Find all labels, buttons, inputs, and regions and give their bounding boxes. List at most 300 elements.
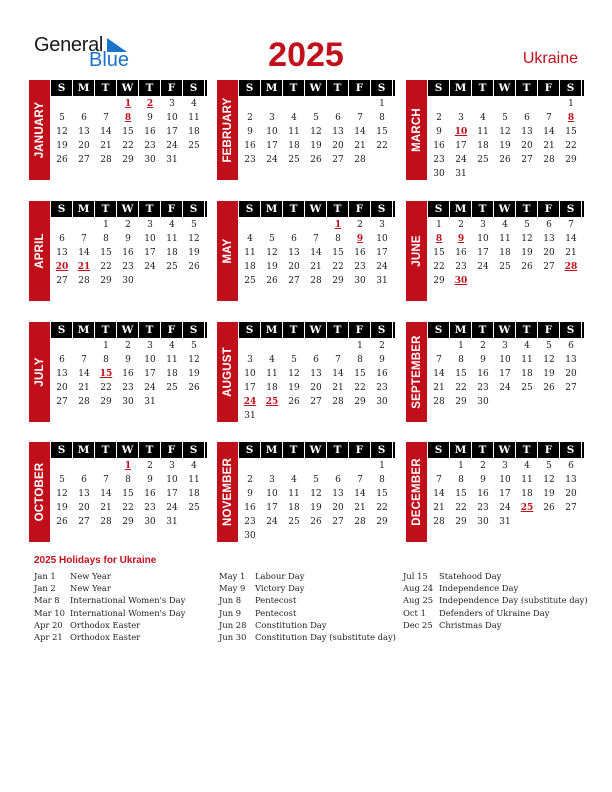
weekday-label: S bbox=[560, 201, 582, 217]
weekday-label: S bbox=[239, 201, 261, 217]
day-cell: 22 bbox=[376, 141, 388, 151]
weekday-label: S bbox=[371, 442, 393, 458]
day-cell: 15 bbox=[455, 489, 467, 499]
day-cell: 31 bbox=[244, 411, 256, 421]
weekday-label: S bbox=[51, 442, 73, 458]
day-cell: 18 bbox=[166, 369, 178, 379]
day-cell: 15 bbox=[100, 248, 112, 258]
day-cell: 4 bbox=[191, 461, 197, 471]
day-cell: 22 bbox=[565, 141, 577, 151]
weekday-label: T bbox=[516, 442, 538, 458]
day-cell: 13 bbox=[56, 369, 68, 379]
day-cell: 19 bbox=[188, 248, 200, 258]
day-cell: 6 bbox=[313, 355, 319, 365]
day-cell: 16 bbox=[144, 489, 156, 499]
day-cell: 29 bbox=[122, 155, 134, 165]
day-cell: 15 bbox=[354, 369, 366, 379]
day-cell: 27 bbox=[288, 276, 300, 286]
day-cell: 7 bbox=[313, 234, 319, 244]
month-name: JUNE bbox=[410, 235, 423, 267]
day-cell: 20 bbox=[521, 141, 533, 151]
day-cell: 2 bbox=[480, 341, 486, 351]
day-cell: 18 bbox=[188, 127, 200, 137]
day-cell: 6 bbox=[59, 234, 65, 244]
day-cell: 24 bbox=[376, 262, 388, 272]
day-cell: 13 bbox=[78, 489, 90, 499]
day-cell: 1 bbox=[458, 341, 464, 351]
month-name-band bbox=[406, 322, 427, 422]
day-cell: 3 bbox=[480, 220, 486, 230]
day-cell: 28 bbox=[78, 397, 90, 407]
weekday-label: S bbox=[51, 80, 73, 96]
weekday-label: T bbox=[283, 442, 305, 458]
weekday-label: S bbox=[560, 322, 582, 338]
day-cell: 17 bbox=[166, 127, 178, 137]
weekday-label: T bbox=[95, 442, 117, 458]
day-cell: 29 bbox=[565, 155, 577, 165]
holiday-name: Orthodox Easter bbox=[70, 632, 141, 642]
day-cell: 1 bbox=[436, 220, 442, 230]
day-cell: 17 bbox=[477, 248, 489, 258]
weekday-label: M bbox=[261, 201, 283, 217]
day-cell: 28 bbox=[78, 276, 90, 286]
weekday-label: F bbox=[349, 80, 371, 96]
weekday-label: S bbox=[428, 322, 450, 338]
month-march bbox=[406, 80, 584, 180]
day-cell: 9 bbox=[125, 355, 131, 365]
day-cell: 30 bbox=[477, 397, 489, 407]
day-cell: 27 bbox=[332, 517, 344, 527]
day-cell: 30 bbox=[144, 155, 156, 165]
weekday-label: S bbox=[428, 201, 450, 217]
day-cell: 28 bbox=[354, 155, 366, 165]
day-cell: 25 bbox=[244, 276, 256, 286]
day-cell: 23 bbox=[477, 383, 489, 393]
day-cell: 10 bbox=[266, 489, 278, 499]
weekday-label: W bbox=[305, 442, 327, 458]
weekday-label: M bbox=[261, 80, 283, 96]
day-cell: 10 bbox=[499, 475, 511, 485]
holiday-day-cell: 25 bbox=[265, 397, 279, 407]
day-cell: 15 bbox=[376, 489, 388, 499]
day-cell: 10 bbox=[144, 355, 156, 365]
holiday-date: Mar 8 bbox=[34, 595, 60, 606]
day-cell: 17 bbox=[499, 489, 511, 499]
day-cell: 12 bbox=[543, 475, 555, 485]
country-name: Ukraine bbox=[522, 50, 578, 67]
day-cell: 31 bbox=[376, 276, 388, 286]
day-cell: 12 bbox=[288, 369, 300, 379]
day-cell: 26 bbox=[543, 503, 555, 513]
day-cell: 22 bbox=[354, 383, 366, 393]
weekday-label: T bbox=[283, 201, 305, 217]
day-cell: 4 bbox=[480, 113, 486, 123]
day-cell: 17 bbox=[144, 248, 156, 258]
weekday-label: T bbox=[139, 442, 161, 458]
weekday-label: S bbox=[428, 442, 450, 458]
day-cell: 14 bbox=[354, 489, 366, 499]
weekday-label: W bbox=[494, 322, 516, 338]
month-name-band bbox=[217, 201, 238, 301]
day-cell: 1 bbox=[379, 99, 385, 109]
weekday-label: W bbox=[494, 80, 516, 96]
day-cell: 25 bbox=[521, 383, 533, 393]
day-cell: 6 bbox=[335, 113, 341, 123]
weekday-label: T bbox=[327, 201, 349, 217]
weekday-label: F bbox=[538, 322, 560, 338]
day-cell: 15 bbox=[433, 248, 445, 258]
holiday-day-cell: 8 bbox=[567, 113, 575, 123]
day-cell: 23 bbox=[144, 141, 156, 151]
holiday-date: May 1 bbox=[219, 571, 246, 581]
month-october bbox=[29, 442, 207, 542]
day-cell: 30 bbox=[376, 397, 388, 407]
day-cell: 27 bbox=[56, 276, 68, 286]
day-cell: 17 bbox=[499, 369, 511, 379]
day-cell: 27 bbox=[565, 383, 577, 393]
weekday-label: F bbox=[161, 201, 183, 217]
weekday-label: F bbox=[349, 322, 371, 338]
day-cell: 3 bbox=[247, 355, 253, 365]
day-cell: 31 bbox=[499, 517, 511, 527]
day-cell: 14 bbox=[332, 369, 344, 379]
day-cell: 26 bbox=[310, 155, 322, 165]
day-cell: 15 bbox=[122, 127, 134, 137]
day-cell: 5 bbox=[546, 341, 552, 351]
day-cell: 2 bbox=[247, 113, 253, 123]
day-cell: 22 bbox=[332, 262, 344, 272]
day-cell: 17 bbox=[455, 141, 467, 151]
day-cell: 24 bbox=[266, 517, 278, 527]
day-cell: 4 bbox=[169, 220, 175, 230]
weekday-label: T bbox=[95, 201, 117, 217]
day-cell: 18 bbox=[266, 383, 278, 393]
weekday-label: T bbox=[327, 80, 349, 96]
holidays-title: 2025 Holidays for Ukraine bbox=[34, 555, 157, 566]
day-cell: 2 bbox=[147, 461, 153, 471]
day-cell: 9 bbox=[436, 127, 442, 137]
holiday-name: Orthodox Easter bbox=[70, 619, 141, 630]
day-cell: 21 bbox=[433, 503, 445, 513]
day-cell: 23 bbox=[244, 517, 256, 527]
day-cell: 24 bbox=[499, 383, 511, 393]
holiday-name: New Year bbox=[70, 571, 111, 581]
day-cell: 16 bbox=[376, 369, 388, 379]
day-cell: 9 bbox=[247, 489, 253, 499]
day-cell: 25 bbox=[499, 262, 511, 272]
weekday-label: T bbox=[472, 322, 494, 338]
day-cell: 28 bbox=[100, 517, 112, 527]
day-cell: 22 bbox=[122, 141, 134, 151]
holiday-name: Pentecost bbox=[255, 595, 297, 606]
weekday-label: T bbox=[472, 201, 494, 217]
holiday-date: Jun 28 bbox=[219, 619, 247, 630]
day-cell: 9 bbox=[147, 475, 153, 485]
day-cell: 21 bbox=[100, 141, 112, 151]
weekday-label: W bbox=[117, 80, 139, 96]
day-cell: 6 bbox=[546, 220, 552, 230]
holiday-day-cell: 15 bbox=[99, 369, 113, 379]
month-name-band bbox=[29, 201, 50, 301]
day-cell: 23 bbox=[376, 383, 388, 393]
day-cell: 28 bbox=[433, 517, 445, 527]
day-cell: 16 bbox=[244, 503, 256, 513]
weekday-label: M bbox=[450, 442, 472, 458]
day-cell: 17 bbox=[266, 141, 278, 151]
holiday-day-cell: 2 bbox=[146, 99, 154, 109]
day-cell: 5 bbox=[502, 113, 508, 123]
day-cell: 10 bbox=[166, 475, 178, 485]
day-cell: 21 bbox=[332, 383, 344, 393]
day-cell: 6 bbox=[568, 461, 574, 471]
holiday-date: Jul 15 bbox=[403, 571, 428, 581]
day-cell: 19 bbox=[288, 383, 300, 393]
day-cell: 17 bbox=[244, 383, 256, 393]
day-cell: 3 bbox=[502, 461, 508, 471]
day-cell: 6 bbox=[335, 475, 341, 485]
weekday-label: S bbox=[51, 201, 73, 217]
day-cell: 19 bbox=[499, 141, 511, 151]
day-cell: 12 bbox=[56, 489, 68, 499]
holiday-name: International Women's Day bbox=[70, 595, 186, 606]
weekday-label: W bbox=[494, 201, 516, 217]
weekday-label: M bbox=[73, 80, 95, 96]
holiday-date: Jan 2 bbox=[34, 583, 56, 594]
day-cell: 8 bbox=[379, 475, 385, 485]
holiday-day-cell: 21 bbox=[77, 262, 91, 272]
weekday-label: M bbox=[73, 322, 95, 338]
day-cell: 3 bbox=[458, 113, 464, 123]
day-cell: 20 bbox=[543, 248, 555, 258]
weekday-label: T bbox=[139, 201, 161, 217]
holiday-name: Independence Day (substitute day) bbox=[439, 595, 588, 606]
weekday-label: T bbox=[139, 80, 161, 96]
day-cell: 21 bbox=[354, 503, 366, 513]
day-cell: 10 bbox=[477, 234, 489, 244]
day-cell: 24 bbox=[166, 141, 178, 151]
day-cell: 10 bbox=[266, 127, 278, 137]
month-april bbox=[29, 201, 207, 301]
day-cell: 27 bbox=[332, 155, 344, 165]
day-cell: 3 bbox=[379, 220, 385, 230]
day-cell: 3 bbox=[147, 220, 153, 230]
holiday-name: Labour Day bbox=[255, 571, 305, 581]
month-july bbox=[29, 322, 207, 422]
weekday-label: T bbox=[472, 442, 494, 458]
day-cell: 29 bbox=[122, 517, 134, 527]
day-cell: 2 bbox=[458, 220, 464, 230]
day-cell: 4 bbox=[269, 355, 275, 365]
day-cell: 6 bbox=[81, 475, 87, 485]
day-cell: 3 bbox=[502, 341, 508, 351]
day-cell: 13 bbox=[288, 248, 300, 258]
weekday-label: W bbox=[494, 442, 516, 458]
day-cell: 19 bbox=[56, 503, 68, 513]
holiday-day-cell: 24 bbox=[243, 397, 257, 407]
day-cell: 20 bbox=[310, 383, 322, 393]
weekday-header bbox=[428, 322, 584, 338]
holiday-name: Constitution Day (substitute day) bbox=[255, 632, 396, 642]
weekday-header bbox=[51, 80, 207, 96]
weekday-label: T bbox=[516, 80, 538, 96]
holiday-date: Jun 8 bbox=[219, 595, 242, 606]
day-cell: 23 bbox=[122, 262, 134, 272]
day-cell: 5 bbox=[59, 475, 65, 485]
day-cell: 16 bbox=[122, 369, 134, 379]
day-cell: 29 bbox=[455, 517, 467, 527]
day-cell: 31 bbox=[166, 517, 178, 527]
holiday-date: May 9 bbox=[219, 583, 246, 594]
day-cell: 21 bbox=[565, 248, 577, 258]
day-cell: 13 bbox=[565, 475, 577, 485]
day-cell: 12 bbox=[543, 355, 555, 365]
day-cell: 16 bbox=[144, 127, 156, 137]
weekday-label: F bbox=[538, 442, 560, 458]
month-june bbox=[406, 201, 584, 301]
holiday-date: Mar 10 bbox=[34, 607, 65, 618]
month-name: APRIL bbox=[33, 233, 46, 269]
month-name-band bbox=[406, 442, 427, 542]
month-name-band bbox=[406, 80, 427, 180]
day-cell: 27 bbox=[565, 503, 577, 513]
day-cell: 2 bbox=[357, 220, 363, 230]
day-cell: 20 bbox=[565, 369, 577, 379]
day-cell: 14 bbox=[565, 234, 577, 244]
day-cell: 30 bbox=[122, 397, 134, 407]
weekday-header bbox=[51, 322, 207, 338]
month-name: JULY bbox=[33, 357, 46, 387]
day-cell: 22 bbox=[455, 503, 467, 513]
day-cell: 26 bbox=[56, 517, 68, 527]
day-cell: 23 bbox=[144, 503, 156, 513]
weekday-label: S bbox=[239, 322, 261, 338]
month-may bbox=[217, 201, 395, 301]
day-cell: 28 bbox=[543, 155, 555, 165]
month-february bbox=[217, 80, 395, 180]
day-cell: 13 bbox=[310, 369, 322, 379]
day-cell: 11 bbox=[521, 355, 533, 365]
day-cell: 14 bbox=[100, 127, 112, 137]
weekday-label: S bbox=[183, 322, 205, 338]
day-cell: 18 bbox=[244, 262, 256, 272]
day-cell: 1 bbox=[357, 341, 363, 351]
day-cell: 23 bbox=[244, 155, 256, 165]
day-cell: 27 bbox=[543, 262, 555, 272]
day-cell: 6 bbox=[291, 234, 297, 244]
month-name-band bbox=[29, 80, 50, 180]
day-cell: 23 bbox=[122, 383, 134, 393]
day-cell: 7 bbox=[81, 234, 87, 244]
weekday-label: T bbox=[95, 80, 117, 96]
day-cell: 4 bbox=[524, 341, 530, 351]
day-cell: 11 bbox=[477, 127, 489, 137]
day-cell: 11 bbox=[166, 355, 178, 365]
day-cell: 2 bbox=[379, 341, 385, 351]
day-cell: 5 bbox=[59, 113, 65, 123]
day-cell: 20 bbox=[56, 383, 68, 393]
weekday-label: W bbox=[305, 322, 327, 338]
day-cell: 16 bbox=[244, 141, 256, 151]
weekday-label: M bbox=[450, 322, 472, 338]
day-cell: 6 bbox=[524, 113, 530, 123]
day-cell: 4 bbox=[524, 461, 530, 471]
day-cell: 15 bbox=[455, 369, 467, 379]
month-name-band bbox=[29, 442, 50, 542]
weekday-label: W bbox=[117, 442, 139, 458]
day-cell: 19 bbox=[310, 141, 322, 151]
day-cell: 31 bbox=[455, 169, 467, 179]
day-cell: 18 bbox=[166, 248, 178, 258]
weekday-label: M bbox=[73, 442, 95, 458]
month-november bbox=[217, 442, 395, 542]
holiday-day-cell: 10 bbox=[454, 127, 468, 137]
weekday-label: S bbox=[183, 80, 205, 96]
day-cell: 25 bbox=[188, 141, 200, 151]
day-cell: 8 bbox=[357, 355, 363, 365]
day-cell: 16 bbox=[354, 248, 366, 258]
day-cell: 12 bbox=[56, 127, 68, 137]
day-cell: 7 bbox=[546, 113, 552, 123]
day-cell: 5 bbox=[269, 234, 275, 244]
day-cell: 14 bbox=[78, 369, 90, 379]
holiday-date: Apr 21 bbox=[34, 632, 63, 642]
day-cell: 27 bbox=[521, 155, 533, 165]
month-name-band bbox=[217, 442, 238, 542]
day-cell: 24 bbox=[166, 503, 178, 513]
holiday-date: Jan 1 bbox=[34, 571, 56, 581]
day-cell: 14 bbox=[433, 489, 445, 499]
day-cell: 13 bbox=[78, 127, 90, 137]
day-cell: 13 bbox=[565, 355, 577, 365]
weekday-label: S bbox=[428, 80, 450, 96]
weekday-label: W bbox=[305, 80, 327, 96]
day-cell: 27 bbox=[78, 517, 90, 527]
month-august bbox=[217, 322, 395, 422]
day-cell: 29 bbox=[376, 517, 388, 527]
day-cell: 21 bbox=[100, 503, 112, 513]
day-cell: 21 bbox=[310, 262, 322, 272]
day-cell: 17 bbox=[144, 369, 156, 379]
holiday-day-cell: 30 bbox=[454, 276, 468, 286]
month-name: NOVEMBER bbox=[221, 457, 234, 527]
day-cell: 10 bbox=[144, 234, 156, 244]
day-cell: 20 bbox=[288, 262, 300, 272]
day-cell: 29 bbox=[332, 276, 344, 286]
day-cell: 10 bbox=[499, 355, 511, 365]
holiday-date: Oct 1 bbox=[403, 607, 426, 618]
day-cell: 17 bbox=[376, 248, 388, 258]
month-name: MARCH bbox=[410, 108, 423, 152]
weekday-header bbox=[428, 442, 584, 458]
day-cell: 1 bbox=[458, 461, 464, 471]
day-cell: 7 bbox=[436, 475, 442, 485]
day-cell: 11 bbox=[288, 127, 300, 137]
day-cell: 28 bbox=[332, 397, 344, 407]
day-cell: 2 bbox=[480, 461, 486, 471]
day-cell: 19 bbox=[543, 489, 555, 499]
day-cell: 8 bbox=[335, 234, 341, 244]
day-cell: 26 bbox=[310, 517, 322, 527]
month-name: MAY bbox=[221, 238, 234, 264]
day-cell: 10 bbox=[166, 113, 178, 123]
weekday-header bbox=[239, 80, 395, 96]
day-cell: 9 bbox=[147, 113, 153, 123]
day-cell: 25 bbox=[188, 503, 200, 513]
day-cell: 2 bbox=[436, 113, 442, 123]
weekday-label: T bbox=[516, 201, 538, 217]
day-cell: 14 bbox=[100, 489, 112, 499]
day-cell: 24 bbox=[266, 155, 278, 165]
